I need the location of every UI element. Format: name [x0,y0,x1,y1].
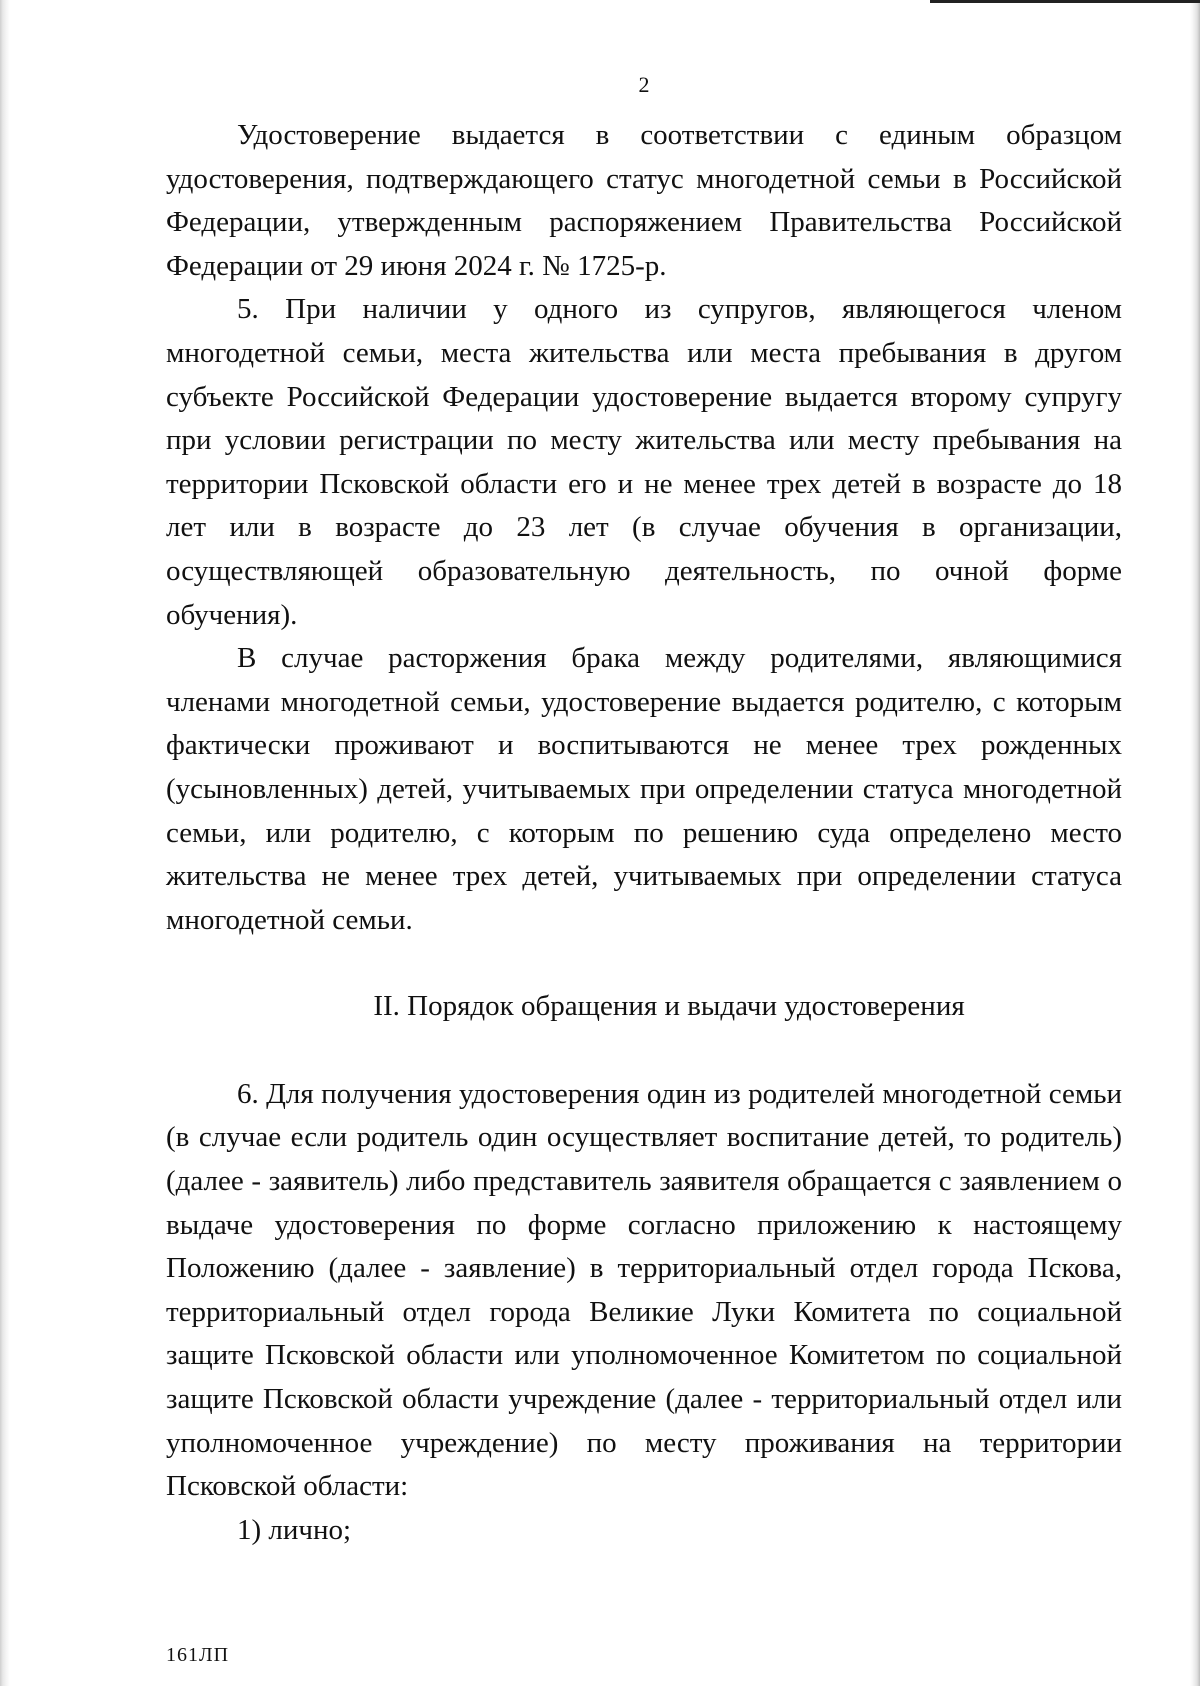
paragraph-item-6: 6. Для получения удостоверения один из родителей многодетной семьи (в случае если родитель один осуществляет воспитание детей, то родитель) (далее - заявитель) либо представитель заявителя обращается с заявлением о выдаче удостоверения по форме согласно приложению к настоящему Положению (далее - заявление) в территориальный отдел города Пскова, территориальный отдел города Великие Луки Комитета по социальной защите Псковской области или уполномоченное Комитетом по социальной защите Псковской области учреждение (далее - территориальный отдел или уполномоченное учреждение) по месту проживания на территории Псковской области: [166,1077,1122,1503]
spacer [166,942,1122,985]
document-footer-code: 161ЛП [166,1644,230,1666]
scan-edge-right [1190,0,1200,1686]
document-body [166,114,1122,1552]
paragraph-certificate-sample: Удостоверение выдается в соответствии с единым образцом удостоверения, подтверждающего статус многодетной семьи в Российской Федерации, утвержденным распоряжением Правительства Российской Федерации от 29 июня 2024 г. № 1725-р. [166,119,1122,282]
paragraph-divorce-case: В случае расторжения брака между родителями, являющимися членами многодетной семьи, удостоверение выдается родителю, с которым фактически проживают и воспитываются не менее трех рожденных (усыновленных) детей, учитываемых при определении статуса многодетной семьи, или родителю, с которым по решению суда определено место жительства не менее трех детей, учитываемых при определении статуса многодетной семьи. [166,642,1122,936]
page-number: 2 [638,72,650,97]
scan-edge-top [930,0,1200,3]
scan-edge-left [0,0,10,1686]
section-heading: II. Порядок обращения и выдачи удостоверения [373,990,965,1023]
paragraph-item-5: 5. При наличии у одного из супругов, являющегося членом многодетной семьи, места жительства или места пребывания в другом субъекте Российской Федерации удостоверение выдается второму супругу при условии регистрации по месту жительства или месту пребывания на территории Псковской области его и не менее трех детей в возрасте до 18 лет или в возрасте до 23 лет (в случае обучения в организации, осуществляющей образовательную деятельность, по очной форме обучения). [166,293,1122,631]
paragraph-subitem-1: 1) лично; [237,1513,352,1546]
spacer [166,1029,1122,1073]
